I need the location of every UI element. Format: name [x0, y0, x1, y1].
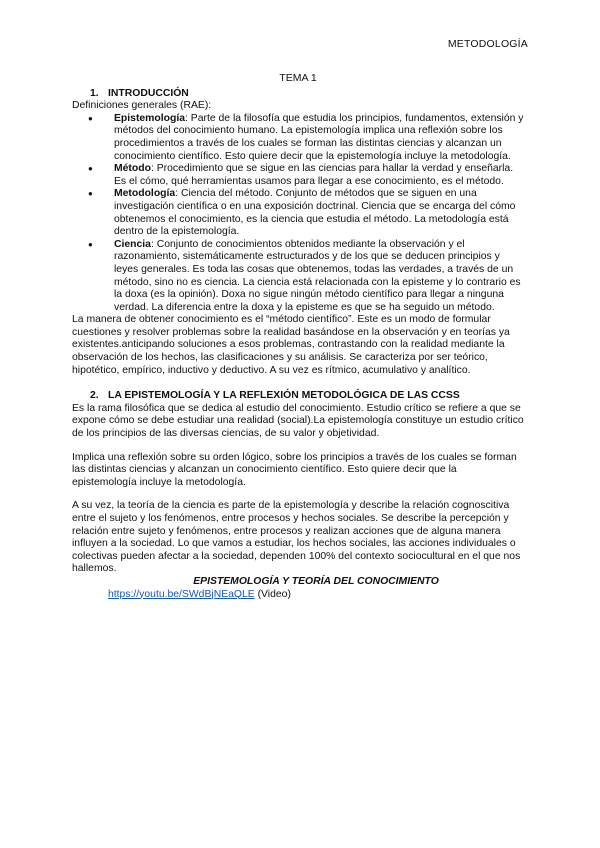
- definition-item: [114, 113, 524, 163]
- section-1-title: INTRODUCCIÓN: [108, 87, 189, 99]
- definition-term: Epistemología: [114, 112, 186, 124]
- definition-item: [114, 163, 524, 188]
- definitions-list: [72, 113, 524, 315]
- section-2-paragraph-1: Es la rama filosófica que se dedica al estudio del conocimiento. Estudio crítico se refiere a que se expone cómo se debe estudiar una realidad (social).La epistemología constituye un estudio crítico de los principios de las diversas ciencias, de su valor y objetividad.: [72, 402, 524, 440]
- definition-text: : Conjunto de conocimientos obtenidos mediante la observación y el razonamiento, sistemáticamente estructurados y de los que se deducen principios y leyes generales. Es toda las cosas que obtenemos, todas las verdades, a través de un método, sino no es ciencia. La ciencia está relacionada con la episteme y lo contrario es la doxa (es la opinión). Doxa no sigue ningún método científico para llegar a ninguna verdad. La diferencia entre la doxa y la episteme es que se ha seguido un método.: [114, 238, 521, 313]
- section-2-heading: [72, 390, 524, 403]
- tema-heading: TEMA 1: [279, 72, 317, 84]
- video-title: EPISTEMOLOGÍA Y TEORÍA DEL CONOCIMIENTO: [193, 575, 439, 587]
- definition-term: Método: [114, 163, 151, 175]
- definition-text: : Parte de la filosofía que estudia los principios, fundamentos, extensión y métodos del conocimiento humano. La epistemología implica una reflexión sobre los procedimientos a través de los cuales se forman las distintas ciencias y alcanzan un conocimiento científico. Esto quiere decir que la epistemología incluye la metodología.: [114, 112, 524, 162]
- section-1-heading: [72, 88, 524, 101]
- section-2-paragraph-2: Implica una reflexión sobre su orden lógico, sobre los principios a través de los cuales se forman las distintas ciencias y alcanzan un conocimiento científico. Esto quiere decir que la epistemología incluye la metodología.: [72, 451, 517, 488]
- definition-term: Ciencia: [114, 238, 151, 250]
- section-2-title: LA EPISTEMOLOGÍA Y LA REFLEXIÓN METODOLÓGICA DE LAS CCSS: [108, 390, 460, 402]
- video-line: [72, 589, 524, 602]
- document-body: [72, 72, 524, 601]
- definition-term: Metodología: [114, 188, 176, 200]
- section-2-number: 2.: [90, 390, 99, 402]
- video-link[interactable]: https://youtu.be/SWdBjNEaQLE: [108, 588, 255, 600]
- section-2-paragraph-3: A su vez, la teoría de la ciencia es parte de la epistemología y describe la relación cognoscitiva entre el sujeto y los fenómenos, entre procesos y hechos sociales. Se describe la percepción y relación entre sujeto y fenómenos, entre procesos y realizan acciones que de alguna manera influyen a la sociedad. Lo que vamos a estudiar, los hechos sociales, las acciones individuales o colectivas pueden afectar a la sociedad, dependen 100% del contexto sociocultural en el que nos hallemos.: [72, 500, 521, 575]
- definition-item: [114, 239, 524, 315]
- page-header-title: METODOLOGÍA: [447, 38, 528, 50]
- section-1-number: 1.: [90, 87, 99, 99]
- definition-text: : Ciencia del método. Conjunto de métodos que se siguen en una investigación científica o en una exposición doctrinal. Ciencia que se encarga del cómo obtenemos el conocimiento, es la ciencia que estudia el método. La metodología está dentro de la epistemología.: [114, 188, 516, 238]
- scientific-method-paragraph: La manera de obtener conocimiento es el “método científico”. Este es un modo de formular cuestiones y resolver problemas sobre la realidad basándose en la observación y en teorías ya existentes.anticipando soluciones a esos problemas, contrastando con la realidad mediante la observación de los hechos, las clasificaciones y su análisis. Se caracteriza por ser teórico, hipotético, empírico, inductivo y deductivo. A su vez es rítmico, acumulativo y analítico.: [72, 314, 510, 376]
- definitions-intro: Definiciones generales (RAE):: [72, 100, 212, 112]
- definition-text: : Procedimiento que se sigue en las ciencias para hallar la verdad y enseñarla. Es el cómo, qué herramientas usamos para llegar a ese conocimiento, es el método.: [114, 163, 514, 187]
- definition-item: [114, 188, 524, 238]
- video-note: (Video): [254, 588, 291, 600]
